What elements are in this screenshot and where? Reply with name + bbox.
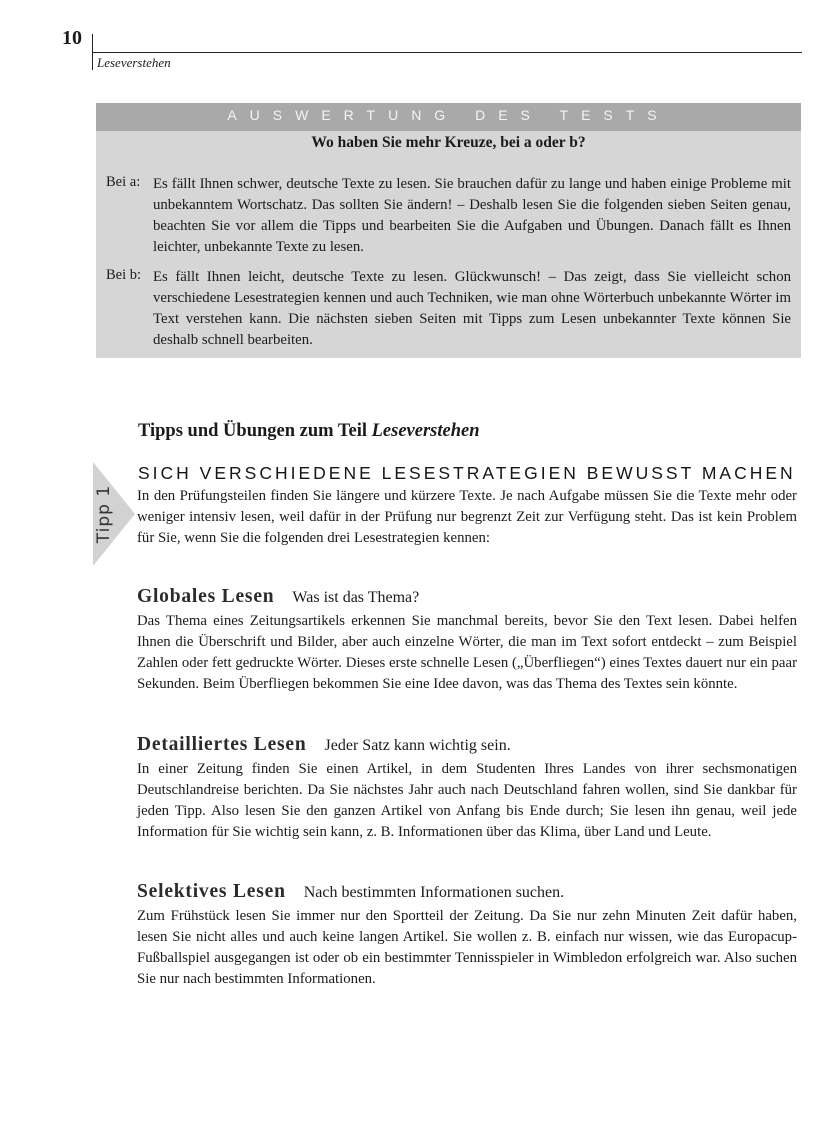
tips-heading — [138, 421, 480, 442]
selective-reading-text: Zum Frühstück lesen Sie immer nur den Sportteil der Zeitung. Da Sie nur zehn Minuten Zeit dafür haben, lesen Sie nicht alles und auch keine langen Artikel. Sie wollen z. B. einfach nur wissen, wie das Europacup-Fußballspiel ausgegangen ist oder ob ein bestimmter Tennisspieler in Wimbledon erfolgreich war. Also suchen Sie nur nach bestimmten Informationen. — [137, 908, 797, 987]
bei-b-text: Es fällt Ihnen leicht, deutsche Texte zu lesen. Glückwunsch! – Das zeigt, dass Sie vielleicht schon verschiedene Lesestrategien kennen und auch Techniken, wie man ohne Wörterbuch unbekannte Wörter im Text verstehen kann. Die nächsten sieben Seiten mit Tipps zum Lesen unbekannter Texte können Sie deshalb schnell bearbeiten. — [153, 269, 791, 348]
strategy-heading: SICH VERSCHIEDENE LESESTRATEGIEN BEWUSST MACHEN — [138, 463, 796, 483]
detailed-reading-subtitle: Jeder Satz kann wichtig sein. — [324, 737, 511, 754]
global-reading-text: Das Thema eines Zeitungsartikels erkennen Sie manchmal bereits, bevor Sie den Text lesen. Dabei helfen Ihnen die Überschrift und Bilder, aber auch einzelne Wörter, die man im Text sofort entdeckt – zum Beispiel Zahlen oder fett gedruckte Wörter. Dieses erste schnelle Lesen („Überfliegen“) eines Textes dauert nur ein paar Sekunden. Beim Überfliegen bekommen Sie eine Idee davon, was das Thema des Textes sein könnte. — [137, 613, 797, 692]
selective-reading-subtitle: Nach bestimmten Informationen suchen. — [303, 884, 565, 901]
running-header-section: Leseverstehen — [97, 55, 171, 70]
detailed-reading-title: Detailliertes Lesen — [137, 734, 307, 755]
selective-reading-heading — [137, 881, 564, 903]
evaluation-question: Wo haben Sie mehr Kreuze, bei a oder b? — [311, 134, 586, 151]
bei-a-text: Es fällt Ihnen schwer, deutsche Texte zu lesen. Sie brauchen dafür zu lange und haben einige Probleme mit unbekanntem Wortschatz. Das sollten Sie ändern! – Deshalb lesen Sie die folgenden sieben Seiten genau, beachten Sie vor allem die Tipps und bearbeiten Sie die Aufgaben und Übungen. Danach fällt es Ihnen leichter, unbekannte Texte zu lesen. — [153, 176, 791, 255]
evaluation-title: AUSWERTUNG DES TESTS — [227, 107, 670, 123]
bei-b-label: Bei b: — [106, 267, 142, 283]
detailed-reading-heading — [137, 734, 511, 756]
intro-text: In den Prüfungsteilen finden Sie längere und kürzere Texte. Je nach Aufgabe müssen Sie die Texte mehr oder weniger intensiv lesen, weil dafür in der Prüfung nur begrenzt Zeit zur Verfügung steht. Das ist kein Problem für Sie, wenn Sie die folgenden drei Lesestrategien kennen: — [137, 488, 797, 546]
global-reading-subtitle: Was ist das Thema? — [292, 589, 420, 606]
tips-heading-italic: Leseverstehen — [371, 421, 480, 441]
global-reading-title: Globales Lesen — [137, 586, 275, 607]
bei-a-label: Bei a: — [106, 174, 141, 190]
global-reading-heading — [137, 586, 419, 608]
tips-heading-prefix: Tipps und Übungen zum Teil — [138, 421, 372, 441]
detailed-reading-text: In einer Zeitung finden Sie einen Artikel, in dem Studenten Ihres Landes von ihrer sechsmonatigen Deutschlandreise berichten. Da Sie nächstes Jahr auch nach Deutschland fahren wollen, sind Sie dankbar für jeden Tipp. Also lesen Sie den ganzen Artikel von Anfang bis Ende durch; Sie lesen ihn genau, weil jede Information für Sie wichtig sein kann, z. B. Informationen über das Klima, über Land und Leute. — [137, 761, 797, 840]
tipp-label: Tipp 1 — [94, 484, 114, 544]
header-rule — [92, 52, 802, 53]
selective-reading-title: Selektives Lesen — [137, 881, 286, 902]
page-number: 10 — [62, 27, 82, 49]
